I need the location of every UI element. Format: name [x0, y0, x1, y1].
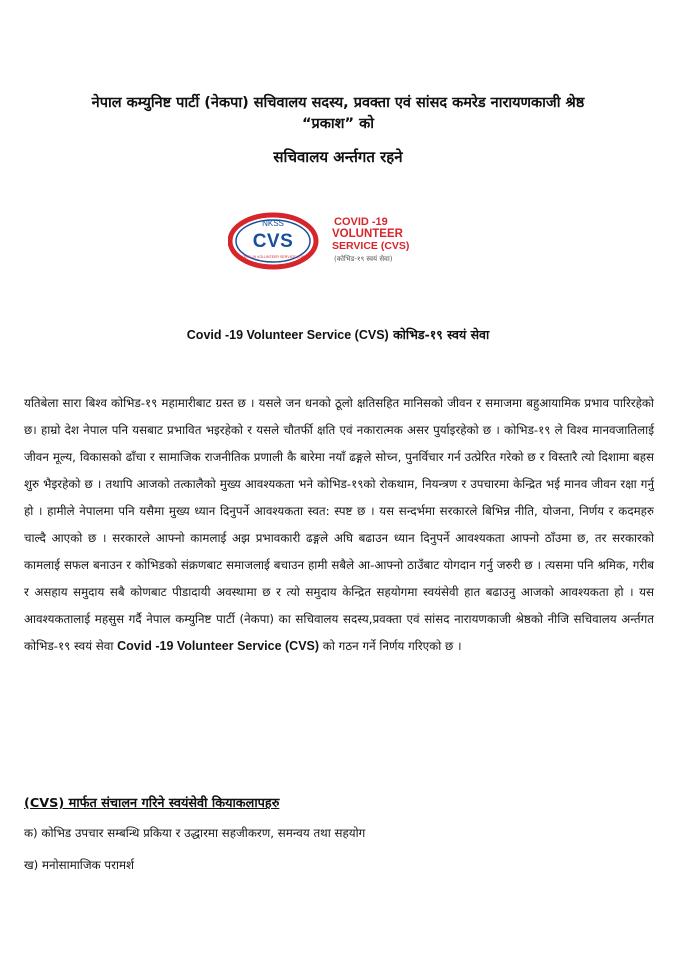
- badge-letters: CVS: [252, 231, 294, 252]
- service-subtitle: [0, 326, 676, 344]
- list-item: क) कोभिड उपचार सम्बन्धि प्रकिया र उद्धारमा सहजीकरण, समन्वय तथा सहयोग: [24, 826, 366, 840]
- cvs-badge: [230, 215, 316, 267]
- badge-top-text: NKSS: [262, 219, 284, 228]
- list-item: ख) मनोसामाजिक परामर्श: [24, 858, 135, 872]
- logo-line-2: VOLUNTEER: [332, 228, 403, 240]
- body-highlight: Covid -19 Volunteer Service (CVS): [117, 639, 320, 653]
- subtitle-nepali: कोभिड-१९ स्वयं सेवा: [393, 327, 490, 342]
- activities-heading: (CVS) मार्फत संचालन गरिने स्वयंसेवी कियाकलापहरु: [24, 796, 280, 811]
- logo-line-4: (कोभिड-१९ स्वयं सेवा): [334, 255, 393, 263]
- subtitle-english: Covid -19 Volunteer Service (CVS): [186, 328, 389, 342]
- header-line-1: नेपाल कम्युनिष्ट पार्टी (नेकपा) सचिवालय सदस्य, प्रवक्ता एवं सांसद कमरेड नारायणकाजी श्रेष्ठ: [91, 95, 585, 111]
- header-line-3: सचिवालय अर्न्तगत रहने: [273, 148, 403, 166]
- body-paragraph: [24, 390, 654, 660]
- body-part-1: यतिबेला सारा बिश्व कोभिड-१९ महामारीबाट ग्रस्त छ । यसले जन धनको ठूलो क्षतिसहित मानिसको जीवन र समाजमा बहुआयामिक प्रभाव पारिरहेको छ। हाम्रो देश नेपाल पनि यसबाट प्रभावित भइरहेको र यसले चौतर्फी क्षति एवं नकारात्मक असर पुर्याइरहेको छ । कोभिड-१९ ले विश्व मानवजातिलाई जीवन मूल्य, विकासको ढाँचा र सामाजिक राजनीतिक प्रणाली कै बारेमा नयाँ ढङ्गले सोच्न, पुनर्विचार गर्न उत्प्रेरित गरेको छ र विस्तारै त्यो दिशामा बहस शुरु भैइरहेको छ । तथापि आजको तत्कालैको मुख्य आवश्यकता भने कोभिड-१९को रोकथाम, नियन्त्रण र उपचारमा केन्द्रित भई मानव जीवन रक्षा गर्नु हो । हामीले नेपालमा पनि यसैमा मुख्य ध्यान दिनुपर्ने आवश्यकता स्वत: स्पष्ट छ । यस सन्दर्भमा सरकारले बिभिन्न नीति, योजना, निर्णय र कदमहरु चाल्दै आएको छ । सरकारले आफ्नो कामलाई अझ प्रभावकारी ढङ्गले अघि बढाउन ध्यान दिनुपर्ने आवश्यकता आफ्नो ठाँउमा छ, तर सरकारको कामलाई सफल बनाउन र कोभिडको संक्रणबाट समाजलाई बचाउन हामी सबैले आ-आफ्नो ठाउँबाट योगदान गर्नु जरुरी छ । त्यसमा पनि श्रमिक, गरीब र असहाय समुदाय सबै कोणबाट पीडादायी अवस्थामा छ र त्यो समुदाय केन्द्रित सहयोगमा स्वयंसेवी हात बढाउनु आजको आवश्यकता हो । यस आवश्यकतालाई महसुस गर्दै नेपाल कम्युनिष्ट पार्टी (नेकपा) का सचिवालय सदस्य,प्रवक्ता एवं सांसद नारायणकाजी श्रेष्ठको नीजि सचिवालय अर्न्तगत कोभिड-१९ स्वयं सेवा: [24, 396, 654, 653]
- cvs-logo: [228, 211, 466, 271]
- logo-line-3: SERVICE (CVS): [332, 240, 410, 252]
- badge-bottom-text: COVID-19 VOLUNTEER SERVICE (CVS): [239, 255, 307, 259]
- body-part-2: को गठन गर्ने निर्णय गरिएको छ ।: [319, 639, 462, 653]
- logo-line-1: COVID -19: [334, 216, 388, 228]
- header-line-2: “प्रकाश” को: [301, 116, 374, 132]
